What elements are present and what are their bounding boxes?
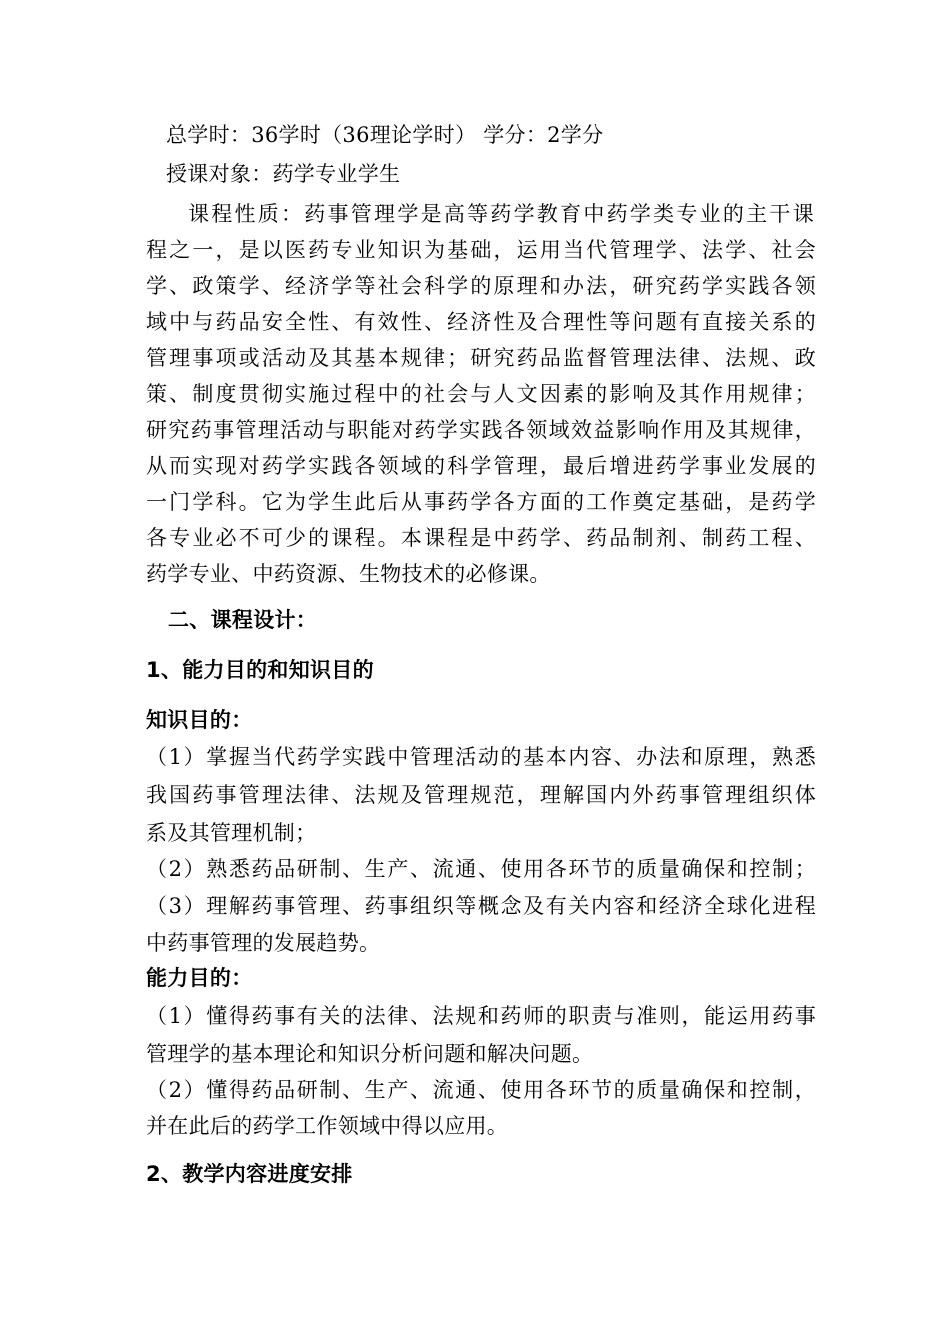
course-nature-line: 域中与药品安全性、有效性、经济性及合理性等问题有直接关系的 [146, 310, 816, 334]
ability-objective-line: 并在此后的药学工作领域中得以应用。 [146, 1114, 509, 1138]
knowledge-objective-line: 中药事管理的发展趋势。 [146, 931, 381, 955]
knowledge-objectives-heading: 知识目的： [146, 708, 253, 732]
knowledge-objective-line: 我国药事管理法律、法规及管理规范，理解国内外药事管理组织体 [146, 783, 816, 807]
course-nature-line: 管理事项或活动及其基本规律；研究药品监督管理法律、法规、政 [146, 346, 816, 370]
ability-objective-line: （1）懂得药事有关的法律、法规和药师的职责与准则，能运用药事 [146, 1004, 816, 1028]
course-nature-line: 研究药事管理活动与职能对药学实践各领域效益影响作用及其规律， [146, 418, 816, 442]
course-nature-line: 从而实现对药学实践各领域的科学管理，最后增进药学事业发展的 [146, 454, 816, 478]
total-hours-line: 总学时：36学时（36理论学时） 学分：2学分 [166, 123, 604, 147]
course-nature-line: 学、政策学、经济学等社会科学的原理和办法，研究药学实践各领 [146, 274, 816, 298]
subsection-heading-schedule: 2、教学内容进度安排 [146, 1162, 353, 1186]
ability-objective-line: （2）懂得药品研制、生产、流通、使用各环节的质量确保和控制， [146, 1078, 816, 1102]
knowledge-objective-line: 系及其管理机制； [146, 821, 317, 845]
ability-objective-line: 管理学的基本理论和知识分析问题和解决问题。 [146, 1042, 594, 1066]
ability-objectives-heading: 能力目的： [146, 966, 253, 990]
course-nature-line: 一门学科。它为学生此后从事药学各方面的工作奠定基础，是药学 [146, 490, 816, 514]
course-nature-line: 各专业必不可少的课程。本课程是中药学、药品制剂、制药工程、 [146, 526, 816, 550]
course-nature-line: 课程性质：药事管理学是高等药学教育中药学类专业的主干课 [188, 202, 814, 226]
course-nature-line: 程之一，是以医药专业知识为基础，运用当代管理学、法学、社会 [146, 238, 816, 262]
knowledge-objective-line: （1）掌握当代药学实践中管理活动的基本内容、办法和原理，熟悉 [146, 745, 816, 769]
audience-line: 授课对象：药学专业学生 [166, 162, 401, 186]
course-nature-line: 药学专业、中药资源、生物技术的必修课。 [146, 562, 551, 586]
subsection-heading-objectives: 1、能力目的和知识目的 [146, 658, 374, 682]
knowledge-objective-line: （2）熟悉药品研制、生产、流通、使用各环节的质量确保和控制； [146, 857, 816, 881]
knowledge-objective-line: （3）理解药事管理、药事组织等概念及有关内容和经济全球化进程 [146, 894, 816, 918]
section-heading-course-design: 二、课程设计： [168, 608, 318, 632]
course-nature-line: 策、制度贯彻实施过程中的社会与人文因素的影响及其作用规律； [146, 382, 816, 406]
